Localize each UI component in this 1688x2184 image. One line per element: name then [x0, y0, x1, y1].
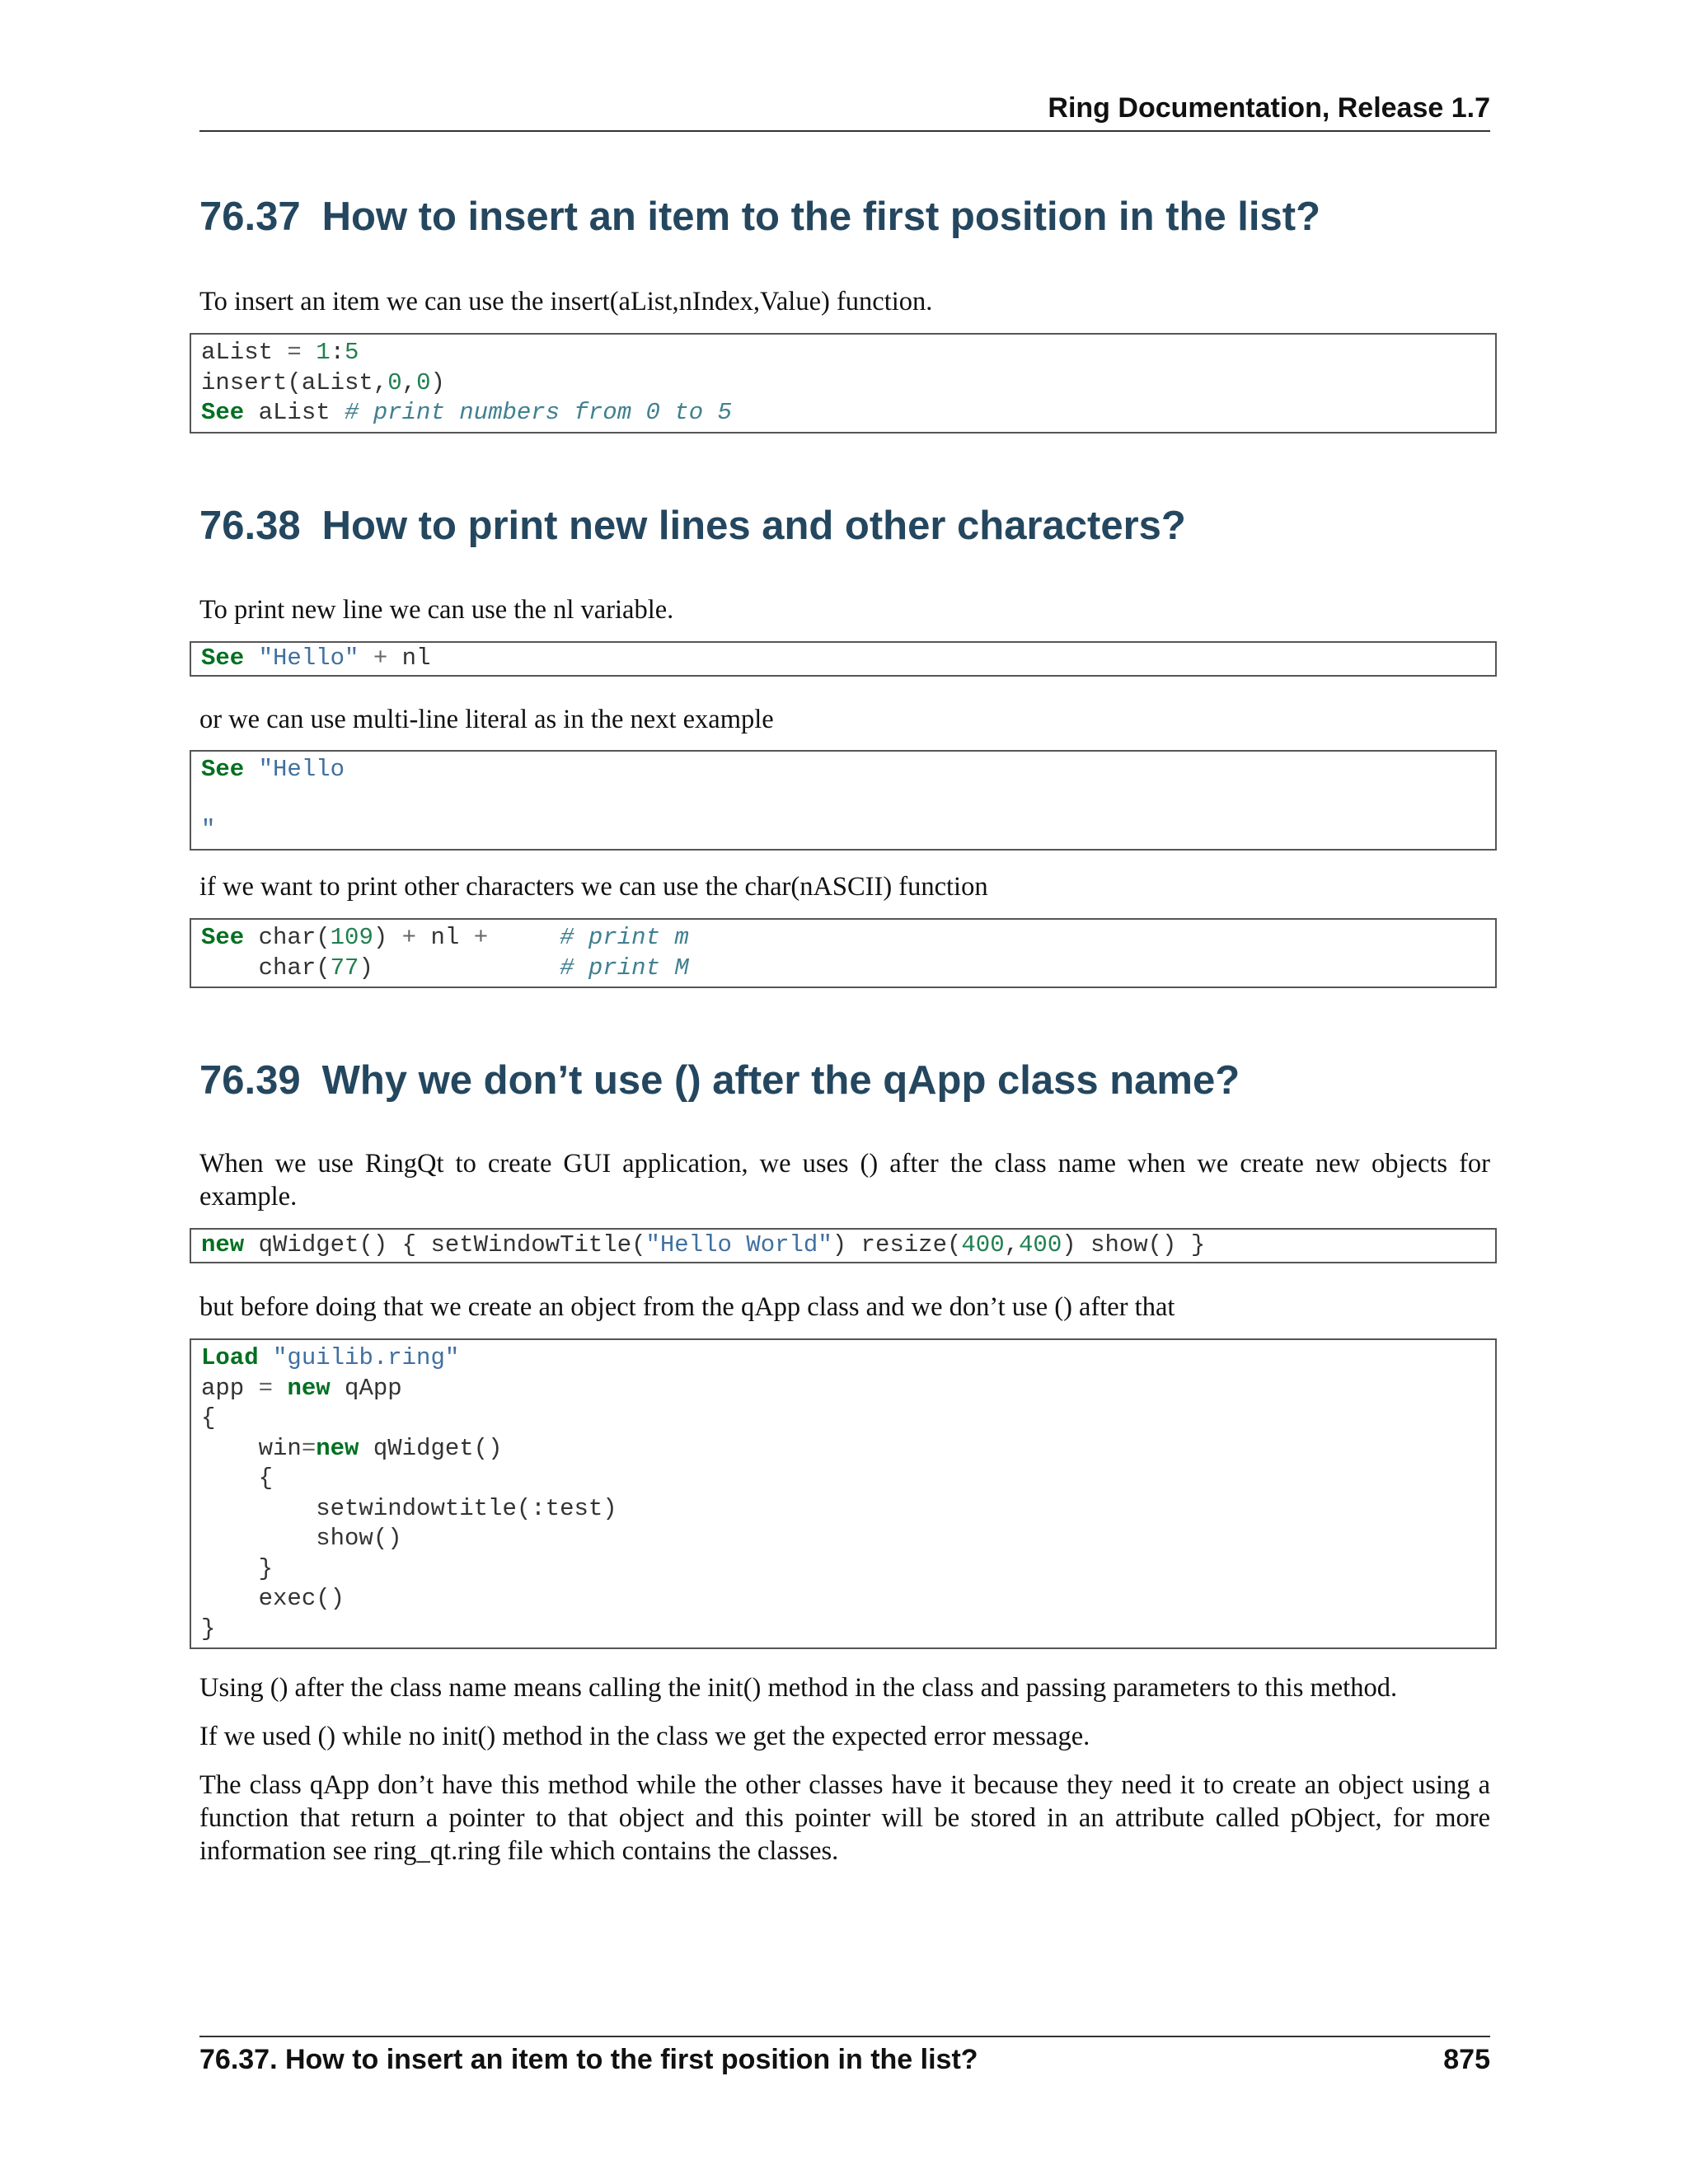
paragraph: If we used () while no init() method in the class we get the expected error message. — [199, 1722, 1090, 1751]
code-block — [190, 918, 1497, 988]
code-line: Load "guilib.ring" — [201, 1344, 460, 1371]
code-block — [190, 641, 1497, 677]
code-line: " — [201, 816, 216, 843]
code-line: new qWidget() { setWindowTitle("Hello World") resize(400,400) show() } — [201, 1231, 1206, 1258]
code-line: setwindowtitle(:test) — [201, 1494, 617, 1522]
section-number: 76.37 — [199, 194, 301, 239]
paragraph: When we use RingQt to create GUI application, we uses () after the class name when we create new objects for example. — [199, 1149, 1490, 1212]
code-line: app = new qApp — [201, 1374, 402, 1402]
code-line: insert(aList,0,0) — [201, 368, 445, 396]
section-title: How to insert an item to the first position in the list? — [321, 194, 1321, 239]
paragraph: or we can use multi-line literal as in the next example — [199, 705, 774, 734]
paragraph: if we want to print other characters we can use the char(nASCII) function — [199, 872, 988, 902]
code-line: { — [201, 1465, 274, 1492]
paragraph: Using () after the class name means calling the init() method in the class and passing parameters to this method. — [199, 1673, 1398, 1703]
footer-section-ref: 76.37. How to insert an item to the first position in the list? — [199, 2044, 978, 2075]
section-title: How to print new lines and other characters? — [321, 504, 1186, 548]
section-heading-76-37 — [199, 194, 1320, 240]
section-title: Why we don’t use () after the qApp class name? — [321, 1058, 1240, 1103]
paragraph: but before doing that we create an object from the qApp class and we don’t use () after that — [199, 1292, 1175, 1322]
code-line: See aList # print numbers from 0 to 5 — [201, 399, 732, 426]
code-block — [190, 1338, 1497, 1649]
code-line: win=new qWidget() — [201, 1434, 503, 1462]
code-line: exec() — [201, 1585, 345, 1612]
code-block — [190, 750, 1497, 851]
code-line: show() — [201, 1525, 402, 1552]
footer-rule — [199, 2036, 1490, 2037]
code-line: aList = 1:5 — [201, 339, 359, 366]
code-line: } — [201, 1554, 274, 1582]
section-heading-76-38 — [199, 503, 1186, 549]
code-line: See char(109) + nl + # print m — [201, 924, 689, 951]
page-number: 875 — [1443, 2044, 1490, 2075]
code-line — [201, 785, 1485, 816]
code-line: } — [201, 1615, 216, 1643]
paragraph: To insert an item we can use the insert(aList,nIndex,Value) function. — [199, 287, 933, 316]
header-rule — [199, 130, 1490, 132]
code-block — [190, 333, 1497, 434]
code-line: See "Hello" + nl — [201, 644, 431, 672]
code-line: { — [201, 1404, 216, 1432]
paragraph: To print new line we can use the nl variable. — [199, 595, 674, 625]
section-number: 76.39 — [199, 1058, 301, 1103]
code-line: See "Hello — [201, 756, 345, 783]
code-line: char(77) # print M — [201, 954, 689, 982]
running-footer — [199, 2044, 1490, 2076]
code-block — [190, 1228, 1497, 1263]
running-header: Ring Documentation, Release 1.7 — [1048, 92, 1490, 124]
section-heading-76-39 — [199, 1057, 1240, 1104]
section-number: 76.38 — [199, 504, 301, 548]
paragraph: The class qApp don’t have this method while the other classes have it because they need it to create an object using a function that return a pointer to that object and this pointer will be stored in an attribute called pObject, for more information see ring_qt.ring file which contains the classes. — [199, 1770, 1490, 1866]
